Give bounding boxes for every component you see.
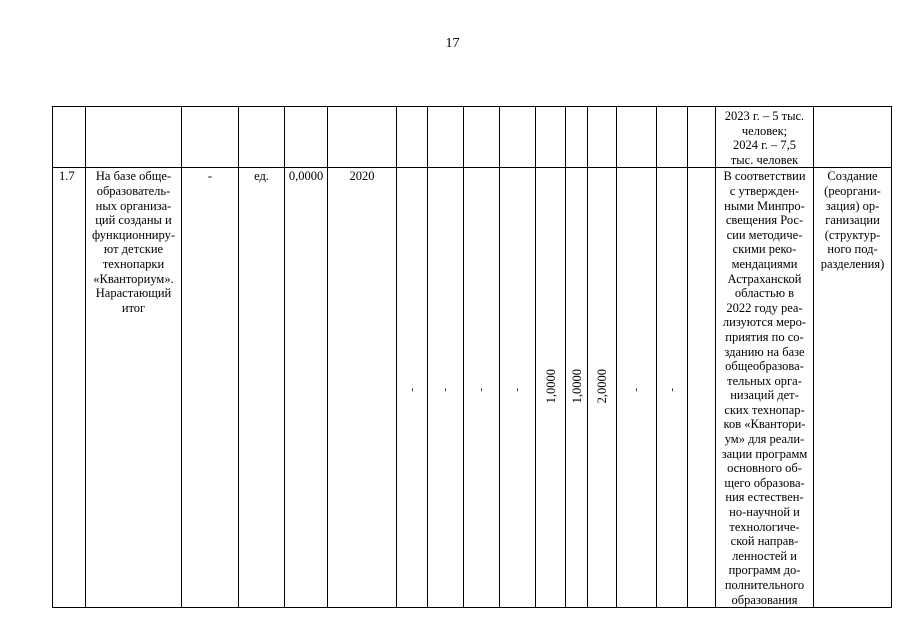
indicator-row (53, 168, 892, 608)
result-line: ного под- (827, 242, 878, 257)
value-6: 1,0000 (569, 368, 584, 404)
result-cell (814, 168, 892, 608)
cont-cell (285, 107, 328, 168)
description-line: общеобразова- (725, 359, 804, 374)
value-cell-2 (428, 168, 464, 608)
cont-cell (688, 107, 716, 168)
result-line: (реоргани- (824, 183, 881, 198)
base-year-cell: 2020 (328, 168, 397, 608)
cont-cell (86, 107, 182, 168)
value-3: - (475, 387, 487, 392)
value-7: 2,0000 (595, 368, 609, 404)
result-line: разделения) (820, 256, 885, 271)
cont-cell (397, 107, 428, 168)
continuation-line: тыс. человек (730, 152, 799, 167)
value-1: - (405, 387, 418, 392)
description-line: щего образова- (724, 475, 805, 490)
result-line: Создание (827, 169, 878, 184)
indicator-name-line: ют детские (103, 242, 164, 257)
value-cell-10 (688, 168, 716, 608)
description-line: ными Минпро- (724, 198, 805, 213)
indicator-name-line: «Кванториум». (93, 271, 174, 286)
description-line: зации программ (721, 446, 808, 461)
value-cell-7 (588, 168, 617, 608)
value-cell-1 (397, 168, 428, 608)
continuation-description-cell (716, 107, 814, 168)
description-line: ленностей и (732, 548, 797, 563)
description-line: но-научной и (729, 505, 800, 520)
continuation-line: 2024 г. – 7,5 (732, 138, 797, 153)
description-line: свещения Рос- (725, 213, 804, 228)
cont-cell (328, 107, 397, 168)
value-cell-6 (566, 168, 588, 608)
cont-cell (182, 107, 239, 168)
description-line: низаций дет- (730, 388, 799, 403)
description-line: лизуются меро- (722, 315, 807, 330)
indicator-name-line: ных организа- (95, 198, 172, 213)
description-line: ских технопар- (724, 402, 805, 417)
indicator-name-line: Нарастающий (95, 286, 172, 301)
description-line: Астраханской (727, 271, 802, 286)
result-line: зация) ор- (825, 198, 880, 213)
description-line: технологиче- (729, 519, 800, 534)
indicator-name-cell (86, 168, 182, 608)
continuation-line: 2023 г. – 5 тыс. (724, 109, 805, 123)
indicator-name-line: технопарки (102, 256, 165, 271)
value-cell-5 (536, 168, 566, 608)
value-cell-9 (657, 168, 688, 608)
description-line: образования (731, 592, 798, 607)
cont-cell (657, 107, 688, 168)
indicator-name-line: образователь- (96, 183, 171, 198)
cont-cell (239, 107, 285, 168)
cont-cell (464, 107, 500, 168)
description-line: В соответствии (723, 169, 806, 184)
row-number: 1.7 (53, 168, 86, 608)
description-line: сии методиче- (726, 227, 803, 242)
value-8: - (630, 387, 642, 392)
description-line: программ до- (728, 563, 801, 578)
value-9: - (665, 387, 678, 392)
indicators-table (52, 106, 892, 608)
result-line: (структур- (824, 227, 881, 242)
base-value-cell: 0,0000 (285, 168, 328, 608)
result-line: ганизации (825, 213, 880, 228)
cont-cell (428, 107, 464, 168)
value-cell-4 (500, 168, 536, 608)
value-4: - (511, 387, 523, 392)
description-line: полнительного (724, 578, 805, 592)
description-line: тельных орга- (727, 373, 802, 388)
description-line: 2022 году реа- (726, 300, 803, 315)
dash-cell: - (182, 168, 239, 608)
description-line: мендациями (731, 256, 798, 271)
page-number: 17 (445, 36, 460, 51)
description-line: ния естествен- (725, 490, 804, 505)
value-2: - (439, 387, 451, 392)
cont-cell (53, 107, 86, 168)
indicator-name-line: функционниру- (92, 227, 175, 242)
description-line: скими реко- (732, 242, 797, 257)
continuation-text (718, 108, 811, 167)
cont-cell (500, 107, 536, 168)
description-line: ков «Квантори- (723, 417, 806, 432)
cont-cell (617, 107, 657, 168)
description-line: зданию на базе (724, 344, 805, 359)
cont-cell (588, 107, 617, 168)
description-line: областью в (734, 286, 795, 301)
continuation-row (53, 107, 892, 168)
value-5: 1,0000 (543, 368, 558, 404)
description-line: с утвержден- (729, 183, 800, 198)
description-line: основного об- (727, 461, 802, 476)
indicator-name-line: ций созданы и (95, 213, 172, 228)
indicator-name-line: На базе обще- (95, 169, 172, 184)
cont-cell (814, 107, 892, 168)
continuation-line: человек; (741, 123, 788, 138)
value-cell-8 (617, 168, 657, 608)
description-cell (716, 168, 814, 608)
description-line: ум» для реали- (724, 432, 805, 447)
cont-cell (536, 107, 566, 168)
value-cell-3 (464, 168, 500, 608)
indicator-name-line: итог (121, 300, 146, 315)
unit-cell: ед. (239, 168, 285, 608)
description-line: ской направ- (730, 534, 799, 549)
description-line: приятия по со- (725, 329, 804, 344)
cont-cell (566, 107, 588, 168)
